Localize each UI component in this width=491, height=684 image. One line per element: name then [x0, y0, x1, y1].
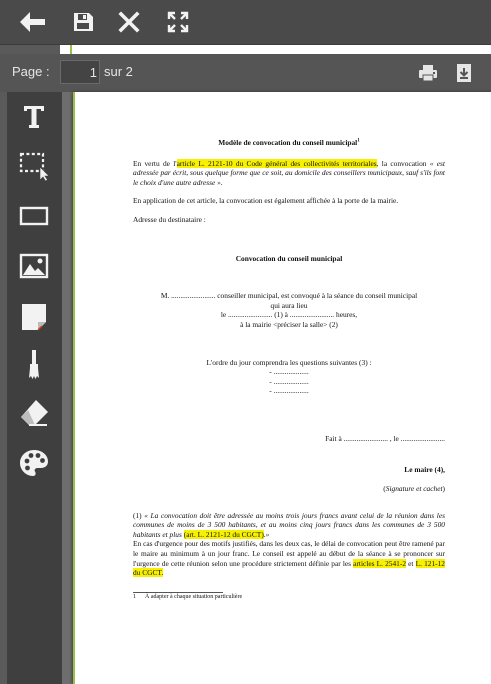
fullscreen-icon	[163, 7, 193, 37]
agenda: L'ordre du jour comprendra les questions suivantes (3) : - ................... - ................... - ...................	[133, 358, 445, 396]
highlight: (art. L. 2121-12 du CGCT)	[183, 529, 264, 539]
agenda-item: - ...................	[269, 367, 309, 377]
eraser-icon	[18, 397, 50, 429]
place-date-line: Fait à ........................ , le ........................	[325, 433, 445, 443]
mayor-signature-label: Le maire (4),	[404, 464, 445, 474]
page-navigation-bar	[0, 54, 491, 92]
download-icon	[453, 62, 475, 84]
recipient-address-label: Adresse du destinataire :	[133, 214, 206, 224]
palette-tool-button[interactable]	[18, 447, 50, 479]
page-label: Page :	[12, 64, 50, 79]
footnote: 1 À adapter à chaque situation particulière	[133, 593, 243, 600]
toolbar-divider	[0, 45, 491, 54]
text-icon	[18, 100, 50, 132]
document-title: Modèle de convocation du conseil municipal$^1$	[218, 138, 360, 147]
brush-icon	[18, 348, 50, 380]
highlight: article L. 2121-10 du Code général des collectivités territoriales	[176, 158, 377, 168]
select-area-tool-button[interactable]	[18, 150, 50, 182]
fullscreen-button[interactable]	[163, 7, 193, 37]
signature-note: (Signature et cachet)	[383, 484, 445, 494]
select-area-icon	[18, 150, 50, 182]
highlight: L. 121-12 du CGCT.	[133, 558, 446, 578]
download-button[interactable]	[453, 62, 475, 84]
document-viewer[interactable]	[62, 92, 491, 684]
close-icon	[114, 7, 144, 37]
image-icon	[18, 250, 50, 282]
close-button[interactable]	[114, 7, 144, 37]
text-tool-button[interactable]	[18, 100, 50, 132]
save-button[interactable]	[68, 7, 98, 37]
image-tool-button[interactable]	[18, 250, 50, 282]
convocation-subtitle: Convocation du conseil municipal	[235, 253, 343, 263]
back-button[interactable]	[18, 7, 48, 37]
sticky-note-icon	[18, 300, 50, 332]
page-total: sur 2	[104, 64, 133, 79]
top-toolbar	[0, 0, 491, 45]
intro-paragraph: En vertu de l'article L. 2121-10 du Code général des collectivités territoriales, la convocation « est adressée par écrit, sous quelque forme que ce soit, au domicile des conseillers municipaux, sauf s'ils font le choix d'une autre adresse ».	[133, 158, 445, 187]
back-arrow-icon	[18, 7, 48, 37]
sticky-note-tool-button[interactable]	[18, 300, 50, 332]
tool-sidebar	[7, 92, 62, 684]
eraser-tool-button[interactable]	[18, 397, 50, 429]
palette-icon	[18, 447, 50, 479]
rectangle-icon	[18, 200, 50, 232]
agenda-item: - ...................	[269, 376, 309, 386]
page-content	[133, 138, 445, 601]
page-number-input[interactable]	[60, 60, 100, 84]
agenda-item: - ...................	[269, 386, 309, 396]
rectangle-tool-button[interactable]	[18, 200, 50, 232]
document-page[interactable]	[73, 92, 491, 684]
print-icon	[417, 62, 439, 84]
note-2: En cas d'urgence pour des motifs justifiés, dans les deux cas, le délai de convocation peut être ramené par le maire au minimum à un jour franc. Le conseil est appelé au début de la séance à se prononcer sur l'urgence de cette réunion selon une procédure strictement définie par les articles L. 2541-2 et L. 121-12 du CGCT.	[133, 539, 446, 578]
highlight: articles L. 2541-2	[353, 558, 407, 568]
application-paragraph: En application de cet article, la convocation est également affichée à la porte de la mairie.	[133, 196, 399, 206]
print-button[interactable]	[417, 62, 439, 84]
brush-tool-button[interactable]	[18, 348, 50, 380]
save-icon	[68, 7, 98, 37]
note-1: (1) « La convocation doit être adressée au moins trois jours francs avant celui de la réunion dans les communes de moins de 3 500 habitants, et au moins cinq jours francs dans les communes de 3 500 habitants et plus (art. L. 2121-12 du CGCT).»	[133, 510, 445, 539]
convocation-body: M. ........................ conseiller municipal, est convoqué à la séance du conseil municipal qui aura lieu le ........................ (1) à ........................ heures, à la mairie <préciser la salle> (2)	[160, 291, 418, 329]
